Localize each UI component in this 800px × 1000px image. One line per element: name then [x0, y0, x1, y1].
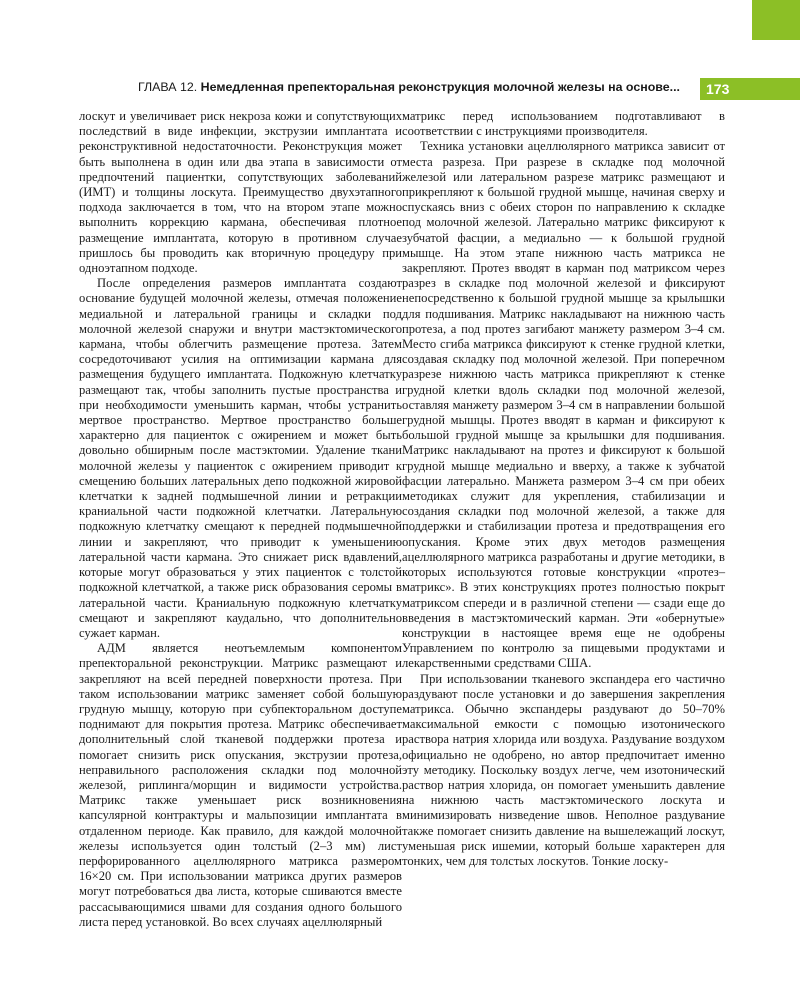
text-column-left	[79, 109, 402, 930]
paragraph: лоскут и увеличивает риск некроза кожи и сопутствующих последствий в виде инфекции, экструзии имплантата и реконструктивной недостаточности. Реконструкция может быть выполнена в один или два этапа в зависимости от предпочтений пациентки, сопутствующих заболеваний (ИМТ) и толщины лоскута. Преимущество двухэтапного подхода заключается в том, что на втором этапе можно выполнить коррекцию кармана, обеспечивая плотное размещение имплантата, которую в противном случае пришлось бы проводить как вторичную процедуру при одноэтапном подходе.	[79, 109, 402, 276]
paragraph: АДМ является неотъемлемым компонентом препекторальной реконструкции. Матрикс размещают и закрепляют на всей передней поверхности протеза. При таком использовании матрикс заменяет собой большую грудную мышцу, которую при субпекторальном доступе поднимают для покрытия протеза. Матрикс обеспечивает дополнительный слой тканевой поддержки протеза и помогает снизить риск опускания, экструзии протеза, неправильного расположения складки под молочной железой, риплинга/морщин и видимости устройства. Матрикс также уменьшает риск возникновения капсулярной контрактуры и мальпозиции имплантата в отдаленном периоде. Как правило, для каждой молочной железы используется один толстый (2–3 мм) лист перфорированного ацеллюлярного матрикса размером 16×20 см. При использовании матрикса других размеров могут потребоваться два листа, которые сшиваются вместе рассасывающимися швами для создания одного большого листа перед установкой. Во всех случаях ацеллюлярный	[79, 641, 402, 929]
chapter-title: Немедленная препекторальная реконструкция молочной железы на основе...	[200, 80, 680, 94]
corner-color-tab	[752, 0, 800, 40]
paragraph: После определения размеров имплантата создают основание будущей молочной железы, отмечая положение медиальной и латеральной границы и складки под молочной железой снаружи и внутри мастэктомического кармана, чтобы облегчить размещение протеза. Затем сосредоточивают усилия на оптимизации кармана для размещения будущего имплантата. Подкожную клетчатку размещают так, чтобы заполнить пустые пространства и при необходимости уменьшить карман, чтобы устранить мертвое пространство. Мертвое пространство больше характерно для пациенток с ожирением и может быть довольно обширным после мастэктомии. Удаление ткани молочной железы у пациенток с ожирением приводит к смещению больших латеральных депо подкожной жировой клетчатки к задней подмышечной линии и ретракции краниальной части подкожной клетчатки. Латеральную подкожную клетчатку смещают к передней подмышечной линии и закрепляют, что приводит к уменьшению латеральной части кармана. Это снижает риск вдавлений, которые могут образоваться у этих пациенток с толстой подкожной клетчаткой, а также риск образования серомы в латеральной части. Краниальную подкожную клетчатку смещают и закрепляют каудально, что дополнительно сужает карман.	[79, 276, 402, 640]
text-column-right	[402, 109, 725, 869]
paragraph: матрикс перед использованием подготавливают в соответствии с инструкциями производителя.	[402, 109, 725, 139]
running-head	[138, 80, 693, 94]
chapter-label: ГЛАВА 12.	[138, 80, 198, 94]
paragraph: Техника установки ацеллюлярного матрикса зависит от места разреза. При разрезе в складке под молочной железой или латеральном разрезе матрикс размещают и прикрепляют к большой грудной мышце, начиная сверху и спускаясь вниз с обеих сторон по направлению к складке под молочной железой. Латерально матрикс фиксируют к зубчатой фасции, а медиально — к большой грудной мышце. На этом этапе нижнюю часть матрикса не закрепляют. Протез вводят в карман под матриксом через разрез в складке под молочной железой и фиксируют непосредственно к большой грудной мышце за крылышки для подшивания. Матрикс накладывают на нижнюю часть протеза, а под протез загибают манжету размером 3–4 см. Место сгиба матрикса фиксируют к стенке грудной клетки, создавая складку под молочной железой. При поперечном разрезе нижнюю часть матрикса прикрепляют к стенке грудной клетки вдоль складки под молочной железой, оставляя манжету размером 3–4 см в направлении большой грудной мышцы. Протез вводят в карман и фиксируют к большой грудной мышце за крылышки для подшивания. Матрикс накладывают на протез и фиксируют к большой грудной мышце медиально и вверху, а также к зубчатой фасции латерально. Манжета размером 3–4 см при обеих методиках служит для укрепления, стабилизации и создания складки под молочной железой, а также для поддержки и стабилизации протеза и предотвращения его опускания. Кроме этих двух методов размещения ацеллюлярного матрикса разработаны и другие методики, в которых используются готовые конструкции «протез–матрикс». В этих конструкциях протез полностью покрыт матриксом спереди и в различной степени — сзади еще до введения в мастэктомический карман. Эти «обернутые» конструкции в настоящее время еще не одобрены Управлением по контролю за пищевыми продуктами и лекарственными средствами США.	[402, 139, 725, 671]
paragraph: При использовании тканевого экспандера его частично раздувают после установки и до завершения закрепления матрикса. Обычно экспандеры раздувают до 50–70% максимальной емкости с помощью изотонического раствора натрия хлорида или воздуха. Раздувание воздухом официально не одобрено, но автор предпочитает именно эту методику. Поскольку воздух легче, чем изотонический раствор натрия хлорида, он помогает уменьшить давление на нижнюю часть мастэктомического лоскута и минимизировать низведение швов. Неполное раздувание также помогает снизить давление на вышележащий лоскут, уменьшая риск ишемии, который больше характерен для тонких, чем для толстых лоскутов. Тонкие лоску-	[402, 671, 725, 868]
page-number: 173	[706, 81, 730, 97]
